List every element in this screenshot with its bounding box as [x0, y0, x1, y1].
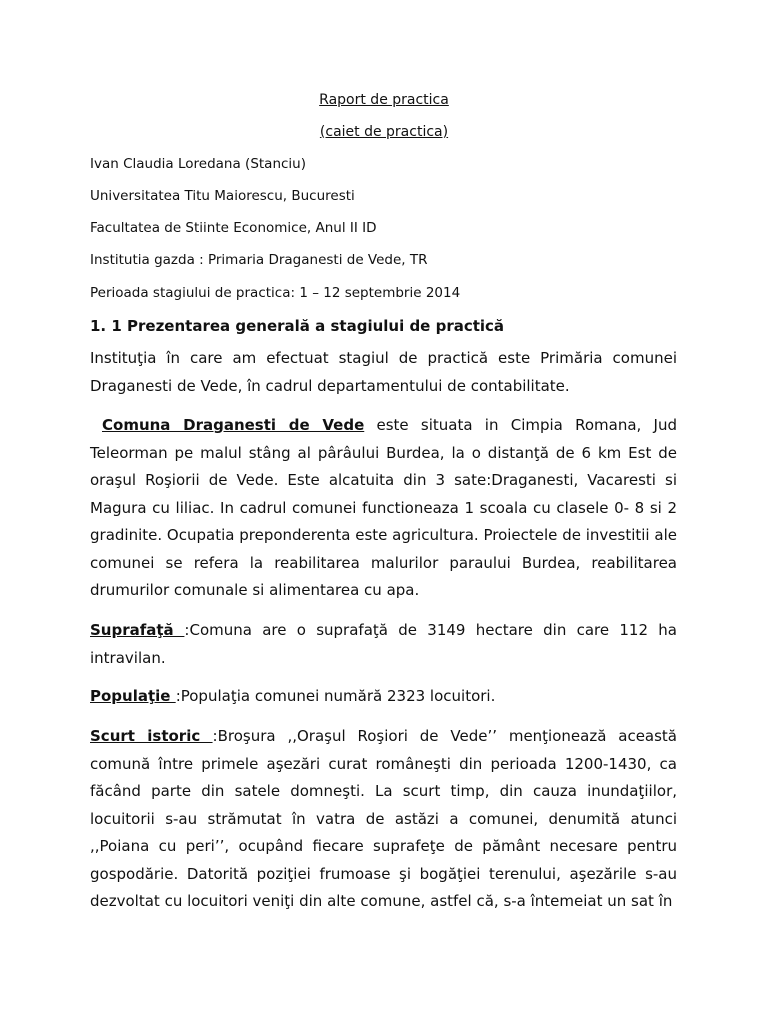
commune-description: este situata in Cimpia Romana, Jud Teleorman pe malul stâng al pârâului Burdea, la o distanţă de 6 km Est de oraşul Roşiorii de Vede. Este alcatuita din 3 sate:Draganesti, Vacaresti si Magura cu liliac. In cadrul comunei functioneaza 1 scoala cu clasele 0- 8 si 2 gradinite. Ocupatia preponderenta este agricultura. Proiectele de investitii ale comunei se refera la reabilitarea malurilor paraului Burdea, reabilitarea drumurilor comunale si alimentarea cu apa. [90, 416, 677, 599]
faculty-line: Facultatea de Stiinte Economice, Anul II ID [90, 220, 377, 236]
internship-period-line: Perioada stagiului de practica: 1 – 12 septembrie 2014 [90, 285, 461, 301]
document-title: Raport de practica [319, 92, 449, 108]
paragraph-population [90, 683, 677, 711]
paragraph-surface [90, 617, 677, 672]
history-term: Scurt istoric [90, 727, 213, 745]
author-line: Ivan Claudia Loredana (Stanciu) [90, 156, 306, 172]
paragraph-history [90, 723, 677, 916]
paragraph-institution: Instituţia în care am efectuat stagiul de practică este Primăria comunei Draganesti de Vede, în cadrul departamentului de contabilitate. [90, 349, 677, 395]
commune-name-term: Comuna Draganesti de Vede [102, 416, 365, 434]
surface-text: :Comuna are o suprafaţă de 3149 hectare din care 112 ha intravilan. [90, 621, 677, 667]
document-subtitle: (caiet de practica) [319, 124, 449, 140]
host-institution-line: Institutia gazda : Primaria Draganesti de Vede, TR [90, 252, 428, 268]
paragraph-commune [90, 412, 677, 605]
population-text: :Populaţia comunei numără 2323 locuitori. [175, 687, 496, 705]
surface-term: Suprafaţă [90, 621, 185, 639]
history-text: :Broşura ,,Oraşul Roşiori de Vede’’ menţionează această comună între primele aşezări curat româneşti din perioada 1200-1430, ca făcând parte din satele domneşti. La scurt timp, din cauza inundaţiilor, locuitorii s-au strămutat în vatra de astăzi a comunei, denumită atunci ,,Poiana cu peri’’, ocupând fiecare suprafeţe de pământ necesare pentru gospodărie. Datorită poziţiei frumoase şi bogăţiei terenului, aşezările s-au dezvoltat cu locuitori veniţi din alte comune, astfel că, s-a întemeiat un sat în [90, 727, 677, 910]
university-line: Universitatea Titu Maiorescu, Bucuresti [90, 188, 355, 204]
population-term: Populaţie [90, 687, 176, 705]
section-heading: 1. 1 Prezentarea generală a stagiului de practică [90, 317, 505, 335]
